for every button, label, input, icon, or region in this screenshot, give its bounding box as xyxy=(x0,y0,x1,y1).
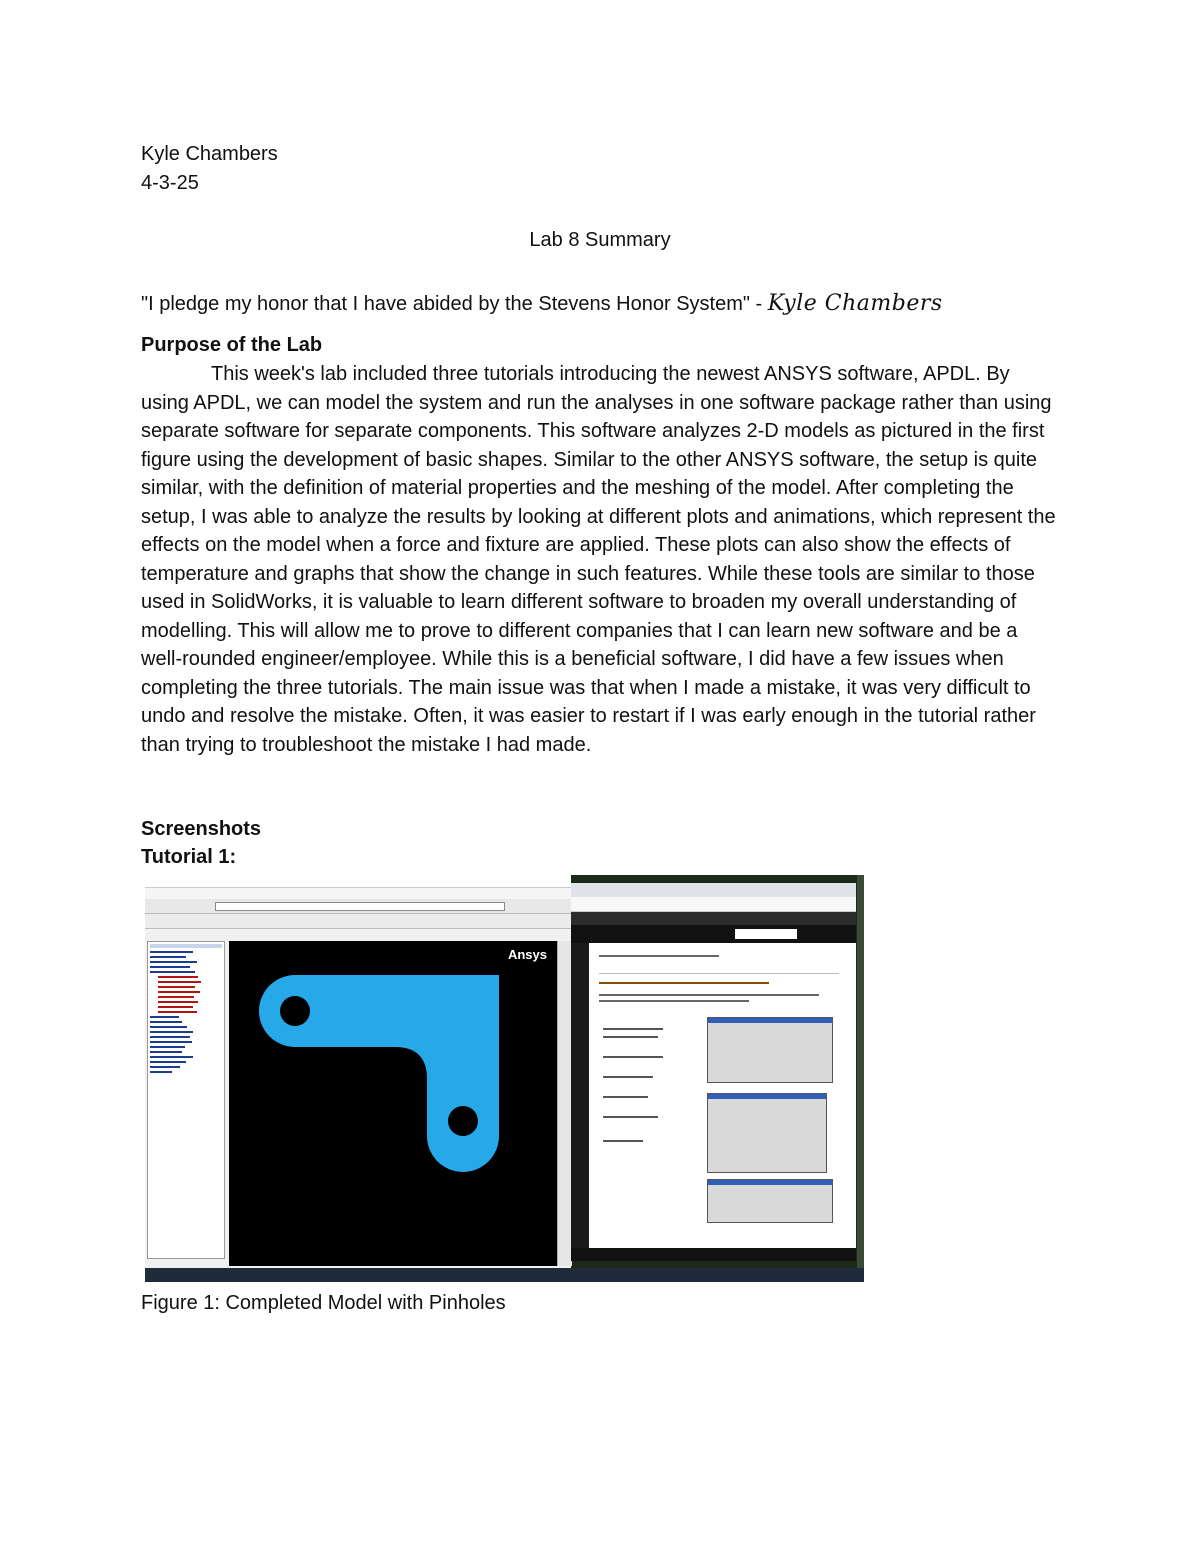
author-name: Kyle Chambers xyxy=(141,143,278,165)
ansys-titlebar xyxy=(145,875,571,888)
pinhole-bottom xyxy=(448,1106,478,1136)
ansys-command-box xyxy=(215,902,505,911)
figure-caption: Figure 1: Completed Model with Pinholes xyxy=(141,1292,506,1314)
document-title: Lab 8 Summary xyxy=(529,229,671,251)
browser-search-box xyxy=(735,929,797,939)
ansys-toolbar xyxy=(145,899,571,914)
browser-address-bar xyxy=(571,897,856,912)
tutorial-screenshot-2 xyxy=(707,1093,827,1173)
model-drawing xyxy=(229,941,557,1266)
ansys-toolbar-2 xyxy=(145,914,571,929)
figure-screenshot xyxy=(145,875,864,1282)
browser-subnav xyxy=(571,925,856,943)
pinhole-left xyxy=(280,996,310,1026)
ansys-window xyxy=(145,875,571,1268)
ansys-menubar xyxy=(145,888,571,899)
ansys-right-toolbar xyxy=(557,941,572,1266)
tutorial-screenshot-1 xyxy=(707,1017,833,1083)
tutorial-heading: Tutorial 1: xyxy=(141,846,237,868)
purpose-heading: Purpose of the Lab xyxy=(141,334,323,356)
browser-window xyxy=(571,883,856,1261)
browser-tabs xyxy=(571,883,856,897)
signature: Kyle Chambers xyxy=(767,291,943,316)
desktop-background xyxy=(857,875,864,1268)
ansys-graphics-window xyxy=(229,941,557,1266)
purpose-body xyxy=(141,360,1057,759)
ansys-logo: Ansys xyxy=(507,947,547,962)
honor-pledge xyxy=(141,292,943,316)
purpose-paragraph: This week's lab included three tutorials introducing the newest ANSYS software, APDL. By using APDL, we can model the system and run the analyses in one software package rather than using separate software for separate components. This software analyzes 2-D models as pictured in the first figure using the development of basic shapes. Similar to the other ANSYS software, the setup is quite similar, with the definition of material properties and the meshing of the model. After completing the setup, I was able to analyze the results by looking at different plots and animations, which represent the effects on the model when a force and fixture are applied. These plots can also show the effects of temperature and graphs that show the change in such features. While these tools are similar to those used in SolidWorks, it is valuable to learn different software to broaden my overall understanding of modelling. This will allow me to prove to different companies that I can learn new software and be a well-rounded engineer/employee. While this is a beneficial software, I did have a few issues when completing the three tutorials. The main issue was that when I made a mistake, it was very difficult to undo and resolve the mistake. Often, it was easier to restart if I was early enough in the tutorial rather than trying to troubleshoot the mistake I had made. xyxy=(141,363,1056,756)
browser-left-bar xyxy=(571,943,589,1248)
screenshots-heading: Screenshots xyxy=(141,818,262,840)
document-date: 4-3-25 xyxy=(141,172,199,194)
ansys-main-menu-tree xyxy=(147,941,225,1259)
tutorial-screenshot-3 xyxy=(707,1179,833,1223)
windows-taskbar xyxy=(145,1268,864,1282)
browser-site-nav xyxy=(571,912,856,926)
pledge-text: "I pledge my honor that I have abided by the Stevens Honor System" - xyxy=(141,293,768,315)
browser-footer xyxy=(571,1248,856,1261)
